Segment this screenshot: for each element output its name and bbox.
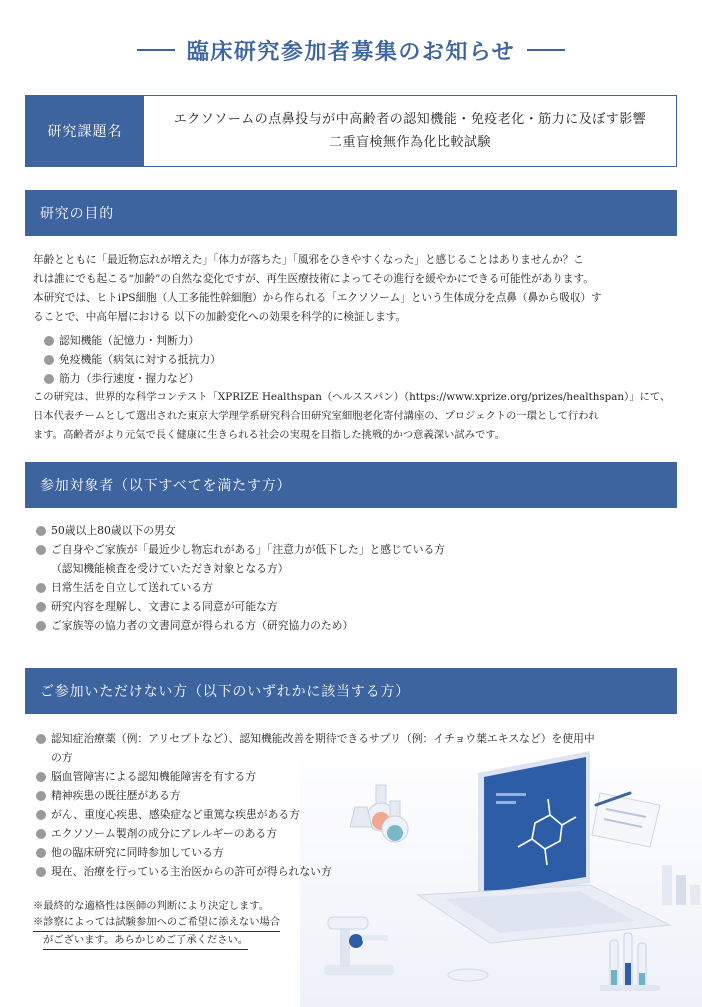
list-item: 研究内容を理解し、文書による同意が可能な方 [36, 597, 445, 616]
list-item: 脳血管障害による認知機能障害を有する方 [36, 767, 595, 786]
project-name-line2: 二重盲検無作為化比較試験 [328, 135, 491, 150]
purpose-paragraph-2 [33, 388, 673, 445]
page-title: 臨床研究参加者募集のお知らせ [186, 38, 516, 65]
list-item: 日常生活を自立して送れている方 [36, 578, 445, 597]
list-item-continuation: の方 [51, 751, 73, 764]
list-item: 精神疾患の既往歴がある方 [36, 786, 595, 805]
list-item: 認知症治療薬（例：アリセプトなど）、認知機能改善を期待できるサプリ（例：イチョウ葉エキスなど）を使用中 [36, 729, 595, 748]
exclusion-list [36, 729, 595, 881]
title-rule-right [527, 49, 565, 51]
purpose-p2-line2: 日本代表チームとして選出された東京大学理学系研究科合田研究室細胞老化寄付講座の、プロジェクトの一環として行われ [33, 410, 599, 422]
list-item: 50歳以上80歳以下の男女 [36, 521, 445, 540]
exclusion-heading: ご参加いただけない方（以下のいずれかに該当する方） [25, 668, 677, 714]
purpose-paragraph-1 [33, 251, 673, 327]
list-item-continuation: （認知機能検査を受けていただき対象となる方） [51, 562, 289, 575]
purpose-p2-line3: ます。高齢者がより元気で長く健康に生きられる社会の実現を目指した挑戦的かつ意義深い試みです。 [33, 429, 506, 441]
page-title-row [0, 34, 702, 66]
title-rule-left [137, 49, 175, 51]
eligibility-list [36, 521, 445, 635]
list-item: 筋力（歩行速度・握力など） [44, 369, 221, 388]
footnote-2: ※診察によっては試験参加へのご希望に添えない場合 [33, 914, 280, 932]
list-item: 免疫機能（病気に対する抵抗力） [44, 350, 221, 369]
list-item: 現在、治療を行っている主治医からの許可が得られない方 [36, 862, 595, 881]
purpose-p1-line1: 年齢とともに「最近物忘れが増えた」「体力が落ちた」「風邪をひきやすくなった」と感じることはありませんか？こ [33, 254, 584, 266]
purpose-p1-line4: ることで、中高年層における 以下の加齢変化への効果を科学的に検証します。 [33, 311, 407, 323]
purpose-list [44, 331, 221, 388]
list-item: エクソソーム製剤の成分にアレルギーのある方 [36, 824, 595, 843]
list-item: 他の臨床研究に同時参加している方 [36, 843, 595, 862]
purpose-p1-line2: れは誰にでも起こる“加齢”の自然な変化ですが、再生医療技術によってその進行を緩やかにできる可能性があります。 [33, 273, 594, 285]
list-item: がん、重度心疾患、感染症など重篤な疾患がある方 [36, 805, 595, 824]
list-item: 認知機能（記憶力・判断力） [44, 331, 221, 350]
list-item: ご自身やご家族が「最近少し物忘れがある」「注意力が低下した」と感じている方 [36, 540, 445, 559]
list-item: ご家族等の協力者の文書同意が得られる方（研究協力のため） [36, 616, 445, 635]
footnote-3: がございます。あらかじめご了承ください。 [43, 932, 248, 950]
footnotes [33, 898, 280, 950]
project-name [144, 96, 676, 166]
purpose-heading: 研究の目的 [25, 190, 677, 236]
project-label: 研究課題名 [26, 96, 144, 166]
project-name-line1: エクソソームの点鼻投与が中高齢者の認知機能・免疫老化・筋力に及ぼす影響 [173, 112, 647, 127]
project-title-box [25, 95, 677, 167]
footnote-1: ※最終的な適格性は医師の判断により決定します。 [33, 900, 270, 912]
purpose-p2-line1: この研究は、世界的な科学コンテスト「XPRIZE Healthspan（ヘルススパン）（https://www.xprize.org/prizes/healthspan）」にて、 [33, 391, 671, 403]
eligibility-heading: 参加対象者（以下すべてを満たす方） [25, 462, 677, 508]
purpose-p1-line3: 本研究では、ヒトiPS細胞（人工多能性幹細胞）から作られる「エクソソーム」という生体成分を点鼻（鼻から吸収）す [33, 292, 602, 304]
